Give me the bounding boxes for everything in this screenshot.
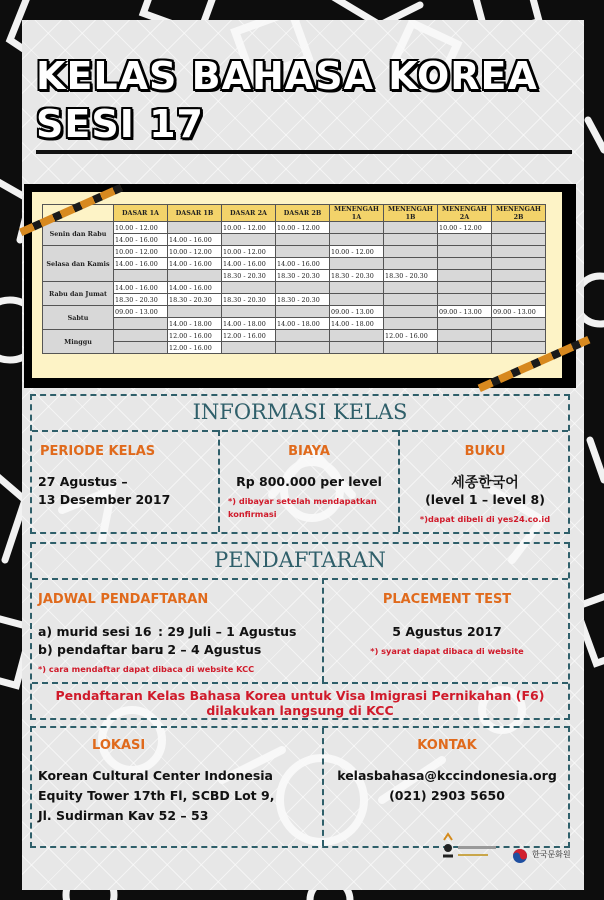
schedule-cell: 14.00 - 16.00 — [168, 258, 222, 270]
schedule-col-header: DASAR 2A — [222, 205, 276, 222]
schedule-col-header: MENENGAH 2A — [438, 205, 492, 222]
schedule-cell: 09.00 - 13.00 — [114, 306, 168, 318]
schedule-cell: 09.00 - 13.00 — [492, 306, 546, 318]
schedule-cell — [492, 318, 546, 330]
schedule-row — [43, 222, 546, 234]
schedule-cell: 14.00 - 16.00 — [222, 258, 276, 270]
schedule-cell — [330, 258, 384, 270]
jadwal-a-key: a) murid sesi 16 — [38, 624, 152, 639]
informasi-kelas-heading: INFORMASI KELAS — [192, 400, 408, 424]
schedule-row — [43, 234, 546, 246]
schedule-row — [43, 282, 546, 294]
visa-notice-line-1: Pendaftaran Kelas Bahasa Korea untuk Visa Imigrasi Pernikahan (F6) — [55, 688, 545, 703]
schedule-cell: 10.00 - 12.00 — [222, 222, 276, 234]
sejong-institute-logo — [440, 832, 500, 866]
schedule-row — [43, 270, 546, 282]
schedule-cell — [330, 282, 384, 294]
divider — [32, 578, 568, 580]
schedule-cell — [492, 270, 546, 282]
buku-title: 세종한국어 — [451, 475, 519, 491]
schedule-cell: 18.30 - 20.30 — [114, 294, 168, 306]
schedule-panel — [32, 192, 562, 378]
jadwal-b-value: : 2 – 4 Agustus — [158, 642, 262, 657]
schedule-cell: 18.30 - 20.30 — [222, 294, 276, 306]
schedule-cell: 09.00 - 13.00 — [438, 306, 492, 318]
schedule-cell — [438, 318, 492, 330]
schedule-cell — [276, 234, 330, 246]
schedule-cell — [276, 330, 330, 342]
jadwal-label: JADWAL PENDAFTARAN — [38, 592, 209, 607]
poster-card — [22, 20, 584, 890]
schedule-cell — [114, 330, 168, 342]
schedule-cell: 14.00 - 16.00 — [114, 258, 168, 270]
biaya-value: Rp 800.000 per level — [236, 474, 382, 489]
schedule-cell: 09.00 - 13.00 — [330, 306, 384, 318]
schedule-cell — [276, 306, 330, 318]
placement-date: 5 Agustus 2017 — [392, 624, 502, 639]
schedule-cell — [492, 294, 546, 306]
schedule-cell: 12.00 - 16.00 — [168, 342, 222, 354]
schedule-cell: 14.00 - 16.00 — [168, 234, 222, 246]
schedule-cell — [222, 342, 276, 354]
schedule-cell: 14.00 - 18.00 — [276, 318, 330, 330]
kontak-phone: (021) 2903 5650 — [389, 788, 505, 803]
divider — [32, 430, 568, 432]
schedule-row — [43, 306, 546, 318]
contact-box — [30, 726, 570, 848]
pendaftaran-box — [30, 542, 570, 720]
schedule-cell — [222, 306, 276, 318]
schedule-cell — [114, 270, 168, 282]
schedule-day: Minggu — [43, 330, 114, 354]
jadwal-a-value: : 29 Juli – 1 Agustus — [158, 624, 297, 639]
schedule-cell — [384, 246, 438, 258]
lokasi-label: LOKASI — [92, 738, 146, 753]
schedule-cell — [114, 318, 168, 330]
schedule-cell — [222, 282, 276, 294]
schedule-cell — [492, 258, 546, 270]
schedule-cell: 10.00 - 12.00 — [114, 222, 168, 234]
schedule-cell: 14.00 - 16.00 — [168, 282, 222, 294]
schedule-cell — [492, 282, 546, 294]
biaya-label: BIAYA — [288, 444, 330, 459]
schedule-cell — [384, 318, 438, 330]
schedule-cell: 14.00 - 16.00 — [114, 234, 168, 246]
schedule-col-header: DASAR 1B — [168, 205, 222, 222]
schedule-cell — [384, 234, 438, 246]
schedule-body — [43, 222, 546, 354]
pendaftaran-heading: PENDAFTARAN — [214, 548, 386, 572]
schedule-cell — [492, 234, 546, 246]
schedule-cell — [492, 342, 546, 354]
buku-note: *)dapat dibeli di yes24.co.id — [419, 514, 551, 524]
informasi-kelas-box — [30, 394, 570, 534]
schedule-cell — [438, 282, 492, 294]
schedule-row — [43, 258, 546, 270]
visa-notice-line-2: dilakukan langsung di KCC — [206, 703, 394, 718]
schedule-row — [43, 246, 546, 258]
schedule-cell — [438, 330, 492, 342]
schedule-cell — [492, 246, 546, 258]
schedule-cell — [384, 258, 438, 270]
schedule-cell: 18.30 - 20.30 — [384, 270, 438, 282]
schedule-row — [43, 330, 546, 342]
schedule-cell — [276, 342, 330, 354]
buku-label: BUKU — [464, 444, 506, 459]
biaya-note-2: konfirmasi — [228, 509, 277, 519]
kcc-logo — [512, 846, 572, 866]
schedule-cell: 18.30 - 20.30 — [330, 270, 384, 282]
schedule-cell: 10.00 - 12.00 — [114, 246, 168, 258]
placement-note: *) syarat dapat dibaca di website — [370, 646, 524, 656]
title-line-2: SESI 17 — [36, 102, 204, 146]
schedule-cell — [384, 282, 438, 294]
schedule-cell: 12.00 - 16.00 — [168, 330, 222, 342]
schedule-cell — [276, 282, 330, 294]
placement-label: PLACEMENT TEST — [382, 592, 512, 607]
periode-line-2: 13 Desember 2017 — [38, 492, 171, 507]
schedule-cell: 14.00 - 16.00 — [114, 282, 168, 294]
schedule-cell: 12.00 - 16.00 — [222, 330, 276, 342]
schedule-cell — [168, 306, 222, 318]
buku-level: (level 1 – level 8) — [425, 492, 545, 507]
lokasi-line-1: Korean Cultural Center Indonesia — [38, 768, 273, 783]
schedule-cell — [330, 222, 384, 234]
schedule-cell: 14.00 - 16.00 — [276, 258, 330, 270]
schedule-cell: 10.00 - 12.00 — [168, 246, 222, 258]
schedule-cell: 14.00 - 18.00 — [168, 318, 222, 330]
schedule-cell — [438, 246, 492, 258]
schedule-cell — [330, 294, 384, 306]
periode-line-1: 27 Agustus – — [38, 474, 128, 489]
schedule-cell — [438, 294, 492, 306]
schedule-cell: 18.30 - 20.30 — [276, 294, 330, 306]
schedule-cell — [384, 222, 438, 234]
schedule-cell — [438, 234, 492, 246]
schedule-cell: 10.00 - 12.00 — [330, 246, 384, 258]
title-underline — [36, 150, 572, 154]
taegeuk-icon — [512, 848, 528, 864]
periode-label: PERIODE KELAS — [40, 444, 156, 459]
schedule-cell — [384, 342, 438, 354]
schedule-cell: 18.30 - 20.30 — [168, 294, 222, 306]
schedule-cell — [492, 222, 546, 234]
schedule-cell: 18.30 - 20.30 — [222, 270, 276, 282]
schedule-day: Sabtu — [43, 306, 114, 330]
schedule-cell — [330, 234, 384, 246]
schedule-cell: 10.00 - 12.00 — [222, 246, 276, 258]
kontak-email[interactable]: kelasbahasa@kccindonesia.org — [337, 768, 557, 783]
biaya-note-1: *) dibayar setelah mendapatkan — [228, 496, 377, 506]
lokasi-line-2: Equity Tower 17th Fl, SCBD Lot 9, — [38, 788, 275, 803]
schedule-cell — [276, 246, 330, 258]
schedule-row — [43, 318, 546, 330]
kontak-label: KONTAK — [417, 738, 477, 753]
schedule-cell — [168, 222, 222, 234]
divider — [32, 682, 568, 684]
schedule-cell — [438, 258, 492, 270]
schedule-col-header: MENENGAH 1B — [384, 205, 438, 222]
schedule-cell: 14.00 - 18.00 — [222, 318, 276, 330]
lokasi-line-3: Jl. Sudirman Kav 52 – 53 — [38, 808, 209, 823]
schedule-table — [42, 204, 546, 354]
schedule-header-row — [43, 205, 546, 222]
jadwal-b-key: b) pendaftar baru — [38, 642, 164, 657]
schedule-cell — [438, 342, 492, 354]
schedule-day: Senin dan Rabu — [43, 222, 114, 246]
schedule-cell: 10.00 - 12.00 — [438, 222, 492, 234]
schedule-col-header: DASAR 1A — [114, 205, 168, 222]
schedule-cell — [168, 270, 222, 282]
schedule-day: Selasa dan Kamis — [43, 246, 114, 282]
schedule-cell — [330, 330, 384, 342]
title-line-1: KELAS BAHASA KOREA — [36, 54, 538, 98]
schedule-cell: 18.30 - 20.30 — [276, 270, 330, 282]
schedule-day: Rabu dan Jumat — [43, 282, 114, 306]
schedule-cell — [222, 234, 276, 246]
schedule-cell — [492, 330, 546, 342]
jadwal-note: *) cara mendaftar dapat dibaca di website KCC — [38, 664, 255, 674]
kcc-logo-text: 한국문화원 — [532, 850, 571, 859]
schedule-frame — [24, 184, 576, 388]
schedule-cell — [438, 270, 492, 282]
schedule-col-header: DASAR 2B — [276, 205, 330, 222]
schedule-cell — [384, 306, 438, 318]
schedule-col-header: MENENGAH 1A — [330, 205, 384, 222]
schedule-cell: 14.00 - 18.00 — [330, 318, 384, 330]
schedule-cell — [330, 342, 384, 354]
schedule-cell — [384, 294, 438, 306]
schedule-col-header: MENENGAH 2B — [492, 205, 546, 222]
schedule-cell: 12.00 - 16.00 — [384, 330, 438, 342]
schedule-row — [43, 342, 546, 354]
schedule-row — [43, 294, 546, 306]
schedule-cell: 10.00 - 12.00 — [276, 222, 330, 234]
schedule-cell — [114, 342, 168, 354]
